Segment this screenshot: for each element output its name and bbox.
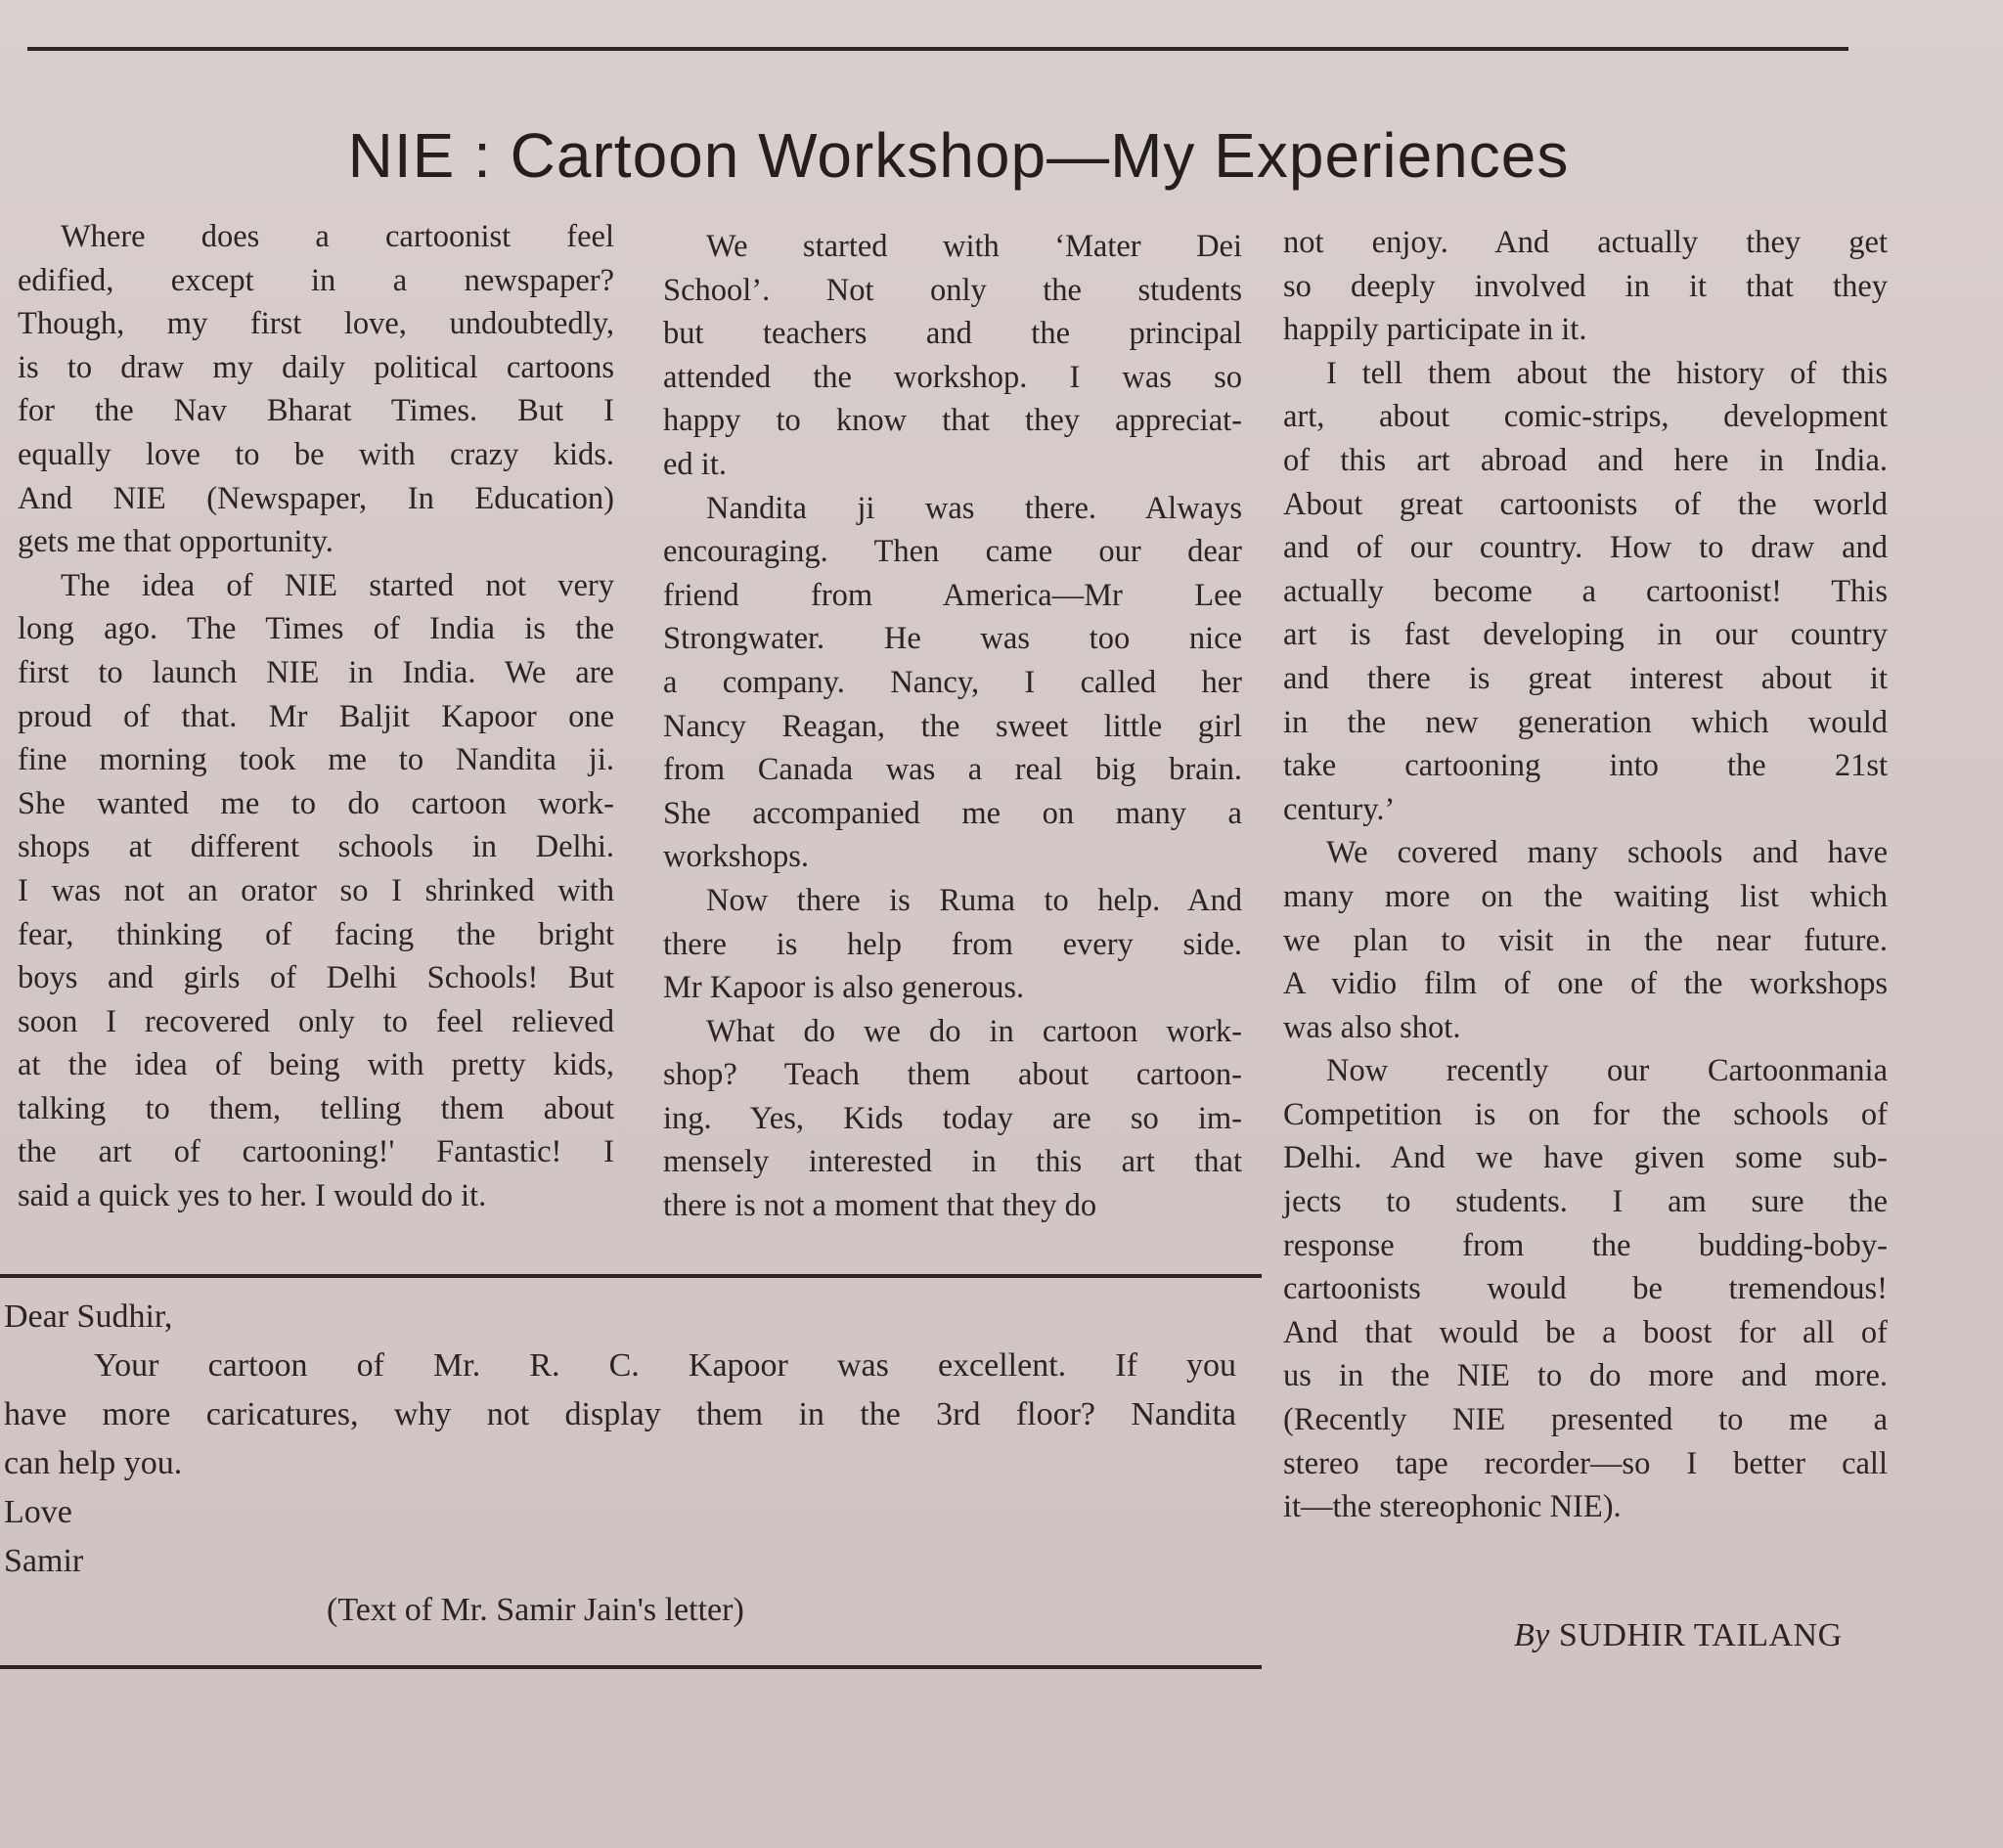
article-text-line: but teachers and the principal [663,316,1242,352]
article-text-line: workshops. [663,839,809,875]
article-text-line: She wanted me to do cartoon work- [18,785,614,821]
article-text-line: Nandita ji was there. Always [706,490,1242,526]
letter-signature: Samir [4,1543,84,1579]
article-text-line: happy to know that they appreciat- [663,403,1242,439]
article-text-line: of this art abroad and here in India. [1283,442,1888,478]
article-text-line: ed it. [663,446,727,482]
article-text-line: for the Nav Bharat Times. But I [18,393,614,429]
article-text-line: Mr Kapoor is also generous. [663,970,1025,1006]
article-text-line: Now there is Ruma to help. And [706,882,1242,918]
article-text-line: there is help from every side. [663,926,1242,962]
article-text-line: shops at different schools in Delhi. [18,829,614,865]
letter-box [4,1293,1236,1586]
article-text-line: edified, except in a newspaper? [18,262,614,298]
article-text-line: at the idea of being with pretty kids, [18,1047,614,1083]
article-text-line: She accompanied me on many a [663,795,1242,831]
letter-top-rule [0,1274,1262,1278]
article-text-line: Where does a cartoonist feel [61,219,614,254]
article-column-3 [1283,221,1888,1529]
article-text-line: encouraging. Then came our dear [663,534,1242,570]
article-text-line: We started with ‘Mater Dei [706,229,1242,264]
article-text-line: said a quick yes to her. I would do it. [18,1178,487,1214]
article-text-line: not enjoy. And actually they get [1283,225,1888,260]
article-text-line: Delhi. And we have given some sub- [1283,1140,1888,1176]
article-text-line: long ago. The Times of India is the [18,611,614,647]
article-text-line: The idea of NIE started not very [61,567,614,603]
letter-closing: Love [4,1494,72,1530]
article-text-line: soon I recovered only to feel relieved [18,1003,614,1039]
letter-body-line: Your cartoon of Mr. R. C. Kapoor was excellent. If you [94,1347,1236,1384]
article-text-line: fear, thinking of facing the bright [18,916,614,952]
article-text-line: in the new generation which would [1283,704,1888,740]
article-text-line: I was not an orator so I shrinked with [18,872,614,908]
article-text-line: was also shot. [1283,1009,1461,1045]
article-text-line: mensely interested in this art that [663,1144,1242,1180]
article-text-line: Nancy Reagan, the sweet little girl [663,708,1242,744]
letter-caption: (Text of Mr. Samir Jain's letter) [327,1592,744,1628]
article-text-line: ing. Yes, Kids today are so im- [663,1100,1242,1136]
article-text-line: art is fast developing in our country [1283,617,1888,653]
article-text-line: And NIE (Newspaper, In Education) [18,480,614,516]
top-rule [27,47,1848,51]
article-text-line: happily participate in it. [1283,312,1587,348]
article-text-line: equally love to be with crazy kids. [18,436,614,472]
article-text-line: School’. Not only the students [663,272,1242,308]
article-text-line: About great cartoonists of the world [1283,486,1888,522]
article-text-line: and there is great interest about it [1283,660,1888,696]
article-byline [1514,1617,1843,1654]
article-column-2 [663,225,1242,1228]
article-text-line: boys and girls of Delhi Schools! But [18,960,614,996]
article-text-line: jects to students. I am sure the [1283,1184,1888,1220]
article-text-line: stereo tape recorder—so I better call [1283,1445,1888,1481]
article-text-line: fine morning took me to Nandita ji. [18,742,614,778]
article-text-line: Competition is on for the schools of [1283,1096,1888,1132]
article-text-line: (Recently NIE presented to me a [1283,1402,1888,1438]
article-text-line: Though, my first love, undoubtedly, [18,306,614,342]
article-text-line: friend from America—Mr Lee [663,577,1242,613]
article-text-line: Now recently our Cartoonmania [1326,1053,1888,1089]
article-text-line: shop? Teach them about cartoon- [663,1057,1242,1093]
article-text-line: a company. Nancy, I called her [663,664,1242,700]
article-text-line: A vidio film of one of the workshops [1283,966,1888,1002]
article-text-line: from Canada was a real big brain. [663,752,1242,788]
article-text-line: attended the workshop. I was so [663,359,1242,395]
article-text-line: talking to them, telling them about [18,1090,614,1126]
article-text-line: And that would be a boost for all of [1283,1314,1888,1350]
article-text-line: is to draw my daily political cartoons [18,349,614,385]
letter-salutation: Dear Sudhir, [4,1298,173,1335]
article-text-line: so deeply involved in it that they [1283,268,1888,304]
article-text-line: first to launch NIE in India. We are [18,654,614,690]
article-text-line: century.’ [1283,791,1396,827]
article-text-line: many more on the waiting list which [1283,878,1888,914]
byline-name: SUDHIR TAILANG [1558,1617,1843,1653]
article-text-line: take cartooning into the 21st [1283,748,1888,784]
letter-body-line: have more caricatures, why not display them in the 3rd floor? Nandita [4,1396,1236,1432]
article-text-line: response from the budding-boby- [1283,1227,1888,1263]
article-text-line: the art of cartooning!' Fantastic! I [18,1134,614,1170]
article-text-line: there is not a moment that they do [663,1188,1097,1224]
article-text-line: proud of that. Mr Baljit Kapoor one [18,698,614,734]
article-text-line: actually become a cartoonist! This [1283,573,1888,609]
article-text-line: I tell them about the history of this [1326,355,1888,391]
letter-body-line: can help you. [4,1445,183,1481]
article-text-line: We covered many schools and have [1326,835,1888,871]
article-text-line: and of our country. How to draw and [1283,530,1888,566]
letter-bottom-rule [0,1665,1262,1669]
article-column-1 [18,215,614,1218]
article-text-line: What do we do in cartoon work- [706,1013,1242,1049]
article-text-line: Strongwater. He was too nice [663,621,1242,657]
article-text-line: we plan to visit in the near future. [1283,922,1888,958]
article-text-line: us in the NIE to do more and more. [1283,1358,1888,1394]
article-text-line: cartoonists would be tremendous! [1283,1271,1888,1307]
article-title: NIE : Cartoon Workshop—My Experiences [347,120,1570,191]
byline-prefix: By [1514,1617,1550,1653]
article-text-line: gets me that opportunity. [18,524,334,560]
article-text-line: art, about comic-strips, development [1283,399,1888,435]
article-text-line: it—the stereophonic NIE). [1283,1489,1622,1525]
